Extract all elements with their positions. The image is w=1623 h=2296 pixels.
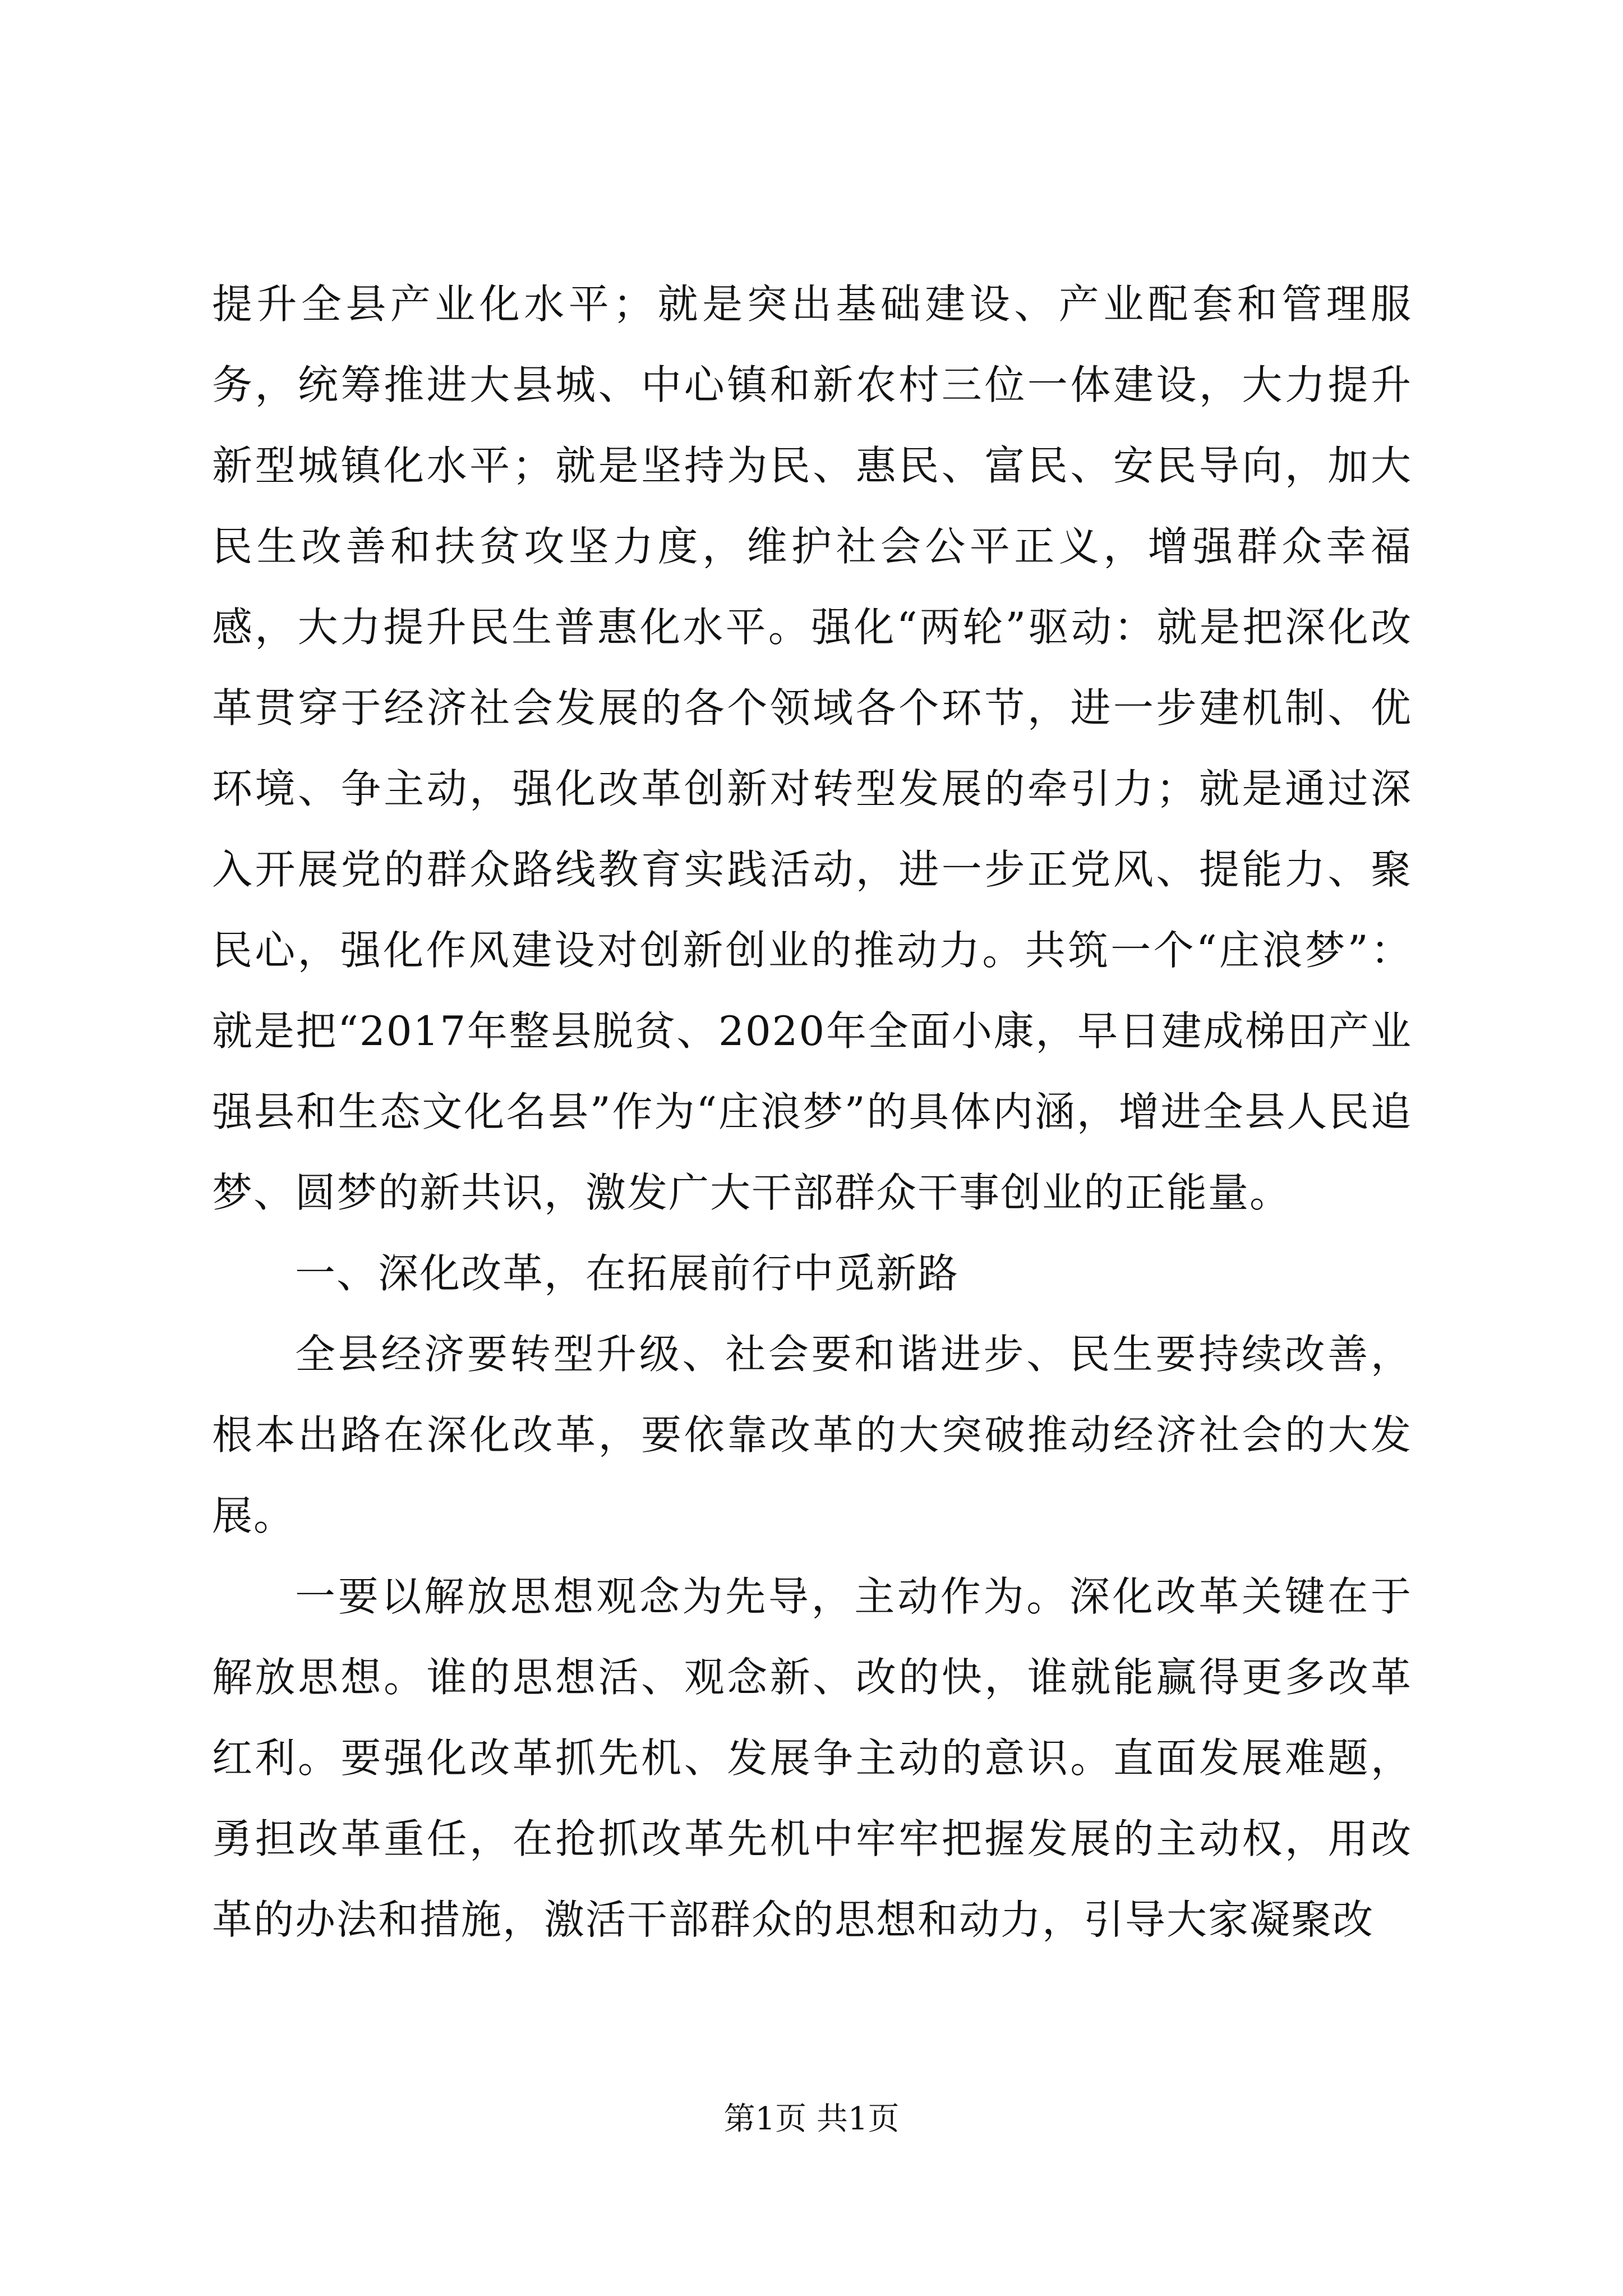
paragraph: 一要以解放思想观念为先导，主动作为。深化改革关键在于解放思想。谁的思想活、观念新、改的快，谁就能赢得更多改革红利。要强化改革抓先机、发展争主动的意识。直面发展难题，勇担改革重任，在抢抓改革先机中牢牢把握发展的主动权，用改革的办法和措施，激活干部群众的思想和动力，引导大家凝聚改: [212, 1573, 1412, 1943]
paragraph-continuation: 提升全县产业化水平；就是突出基础建设、产业配套和管理服务，统筹推进大县城、中心镇和新农村三位一体建设，大力提升新型城镇化水平；就是坚持为民、惠民、富民、安民导向，加大民生改善和扶贫攻坚力度，维护社会公平正义，增强群众幸福感，大力提升民生普惠化水平。强化“两轮”驱动：就是把深化改革贯穿于经济社会发展的各个领域各个环节，进一步建机制、优环境、争主动，强化改革创新对转型发展的牵引力；就是通过深入开展党的群众路线教育实践活动，进一步正党风、提能力、聚民心，强化作风建设对创新创业的推动力。共筑一个“庄浪梦”：就是把“2017年整县脱贫、2020年全面小康，早日建成梯田产业强县和生态文化名县”作为“庄浪梦”的具体内涵，增进全县人民追梦、圆梦的新共识，激发广大干部群众干事创业的正能量。: [212, 280, 1412, 1216]
section-heading: 一、深化改革，在拓展前行中觅新路: [295, 1250, 960, 1297]
page-footer: 第1页 共1页: [723, 2101, 900, 2137]
document-body: [212, 264, 1412, 1960]
paragraph: 全县经济要转型升级、社会要和谐进步、民生要持续改善，根本出路在深化改革，要依靠改革的大突破推动经济社会的大发展。: [212, 1331, 1412, 1539]
